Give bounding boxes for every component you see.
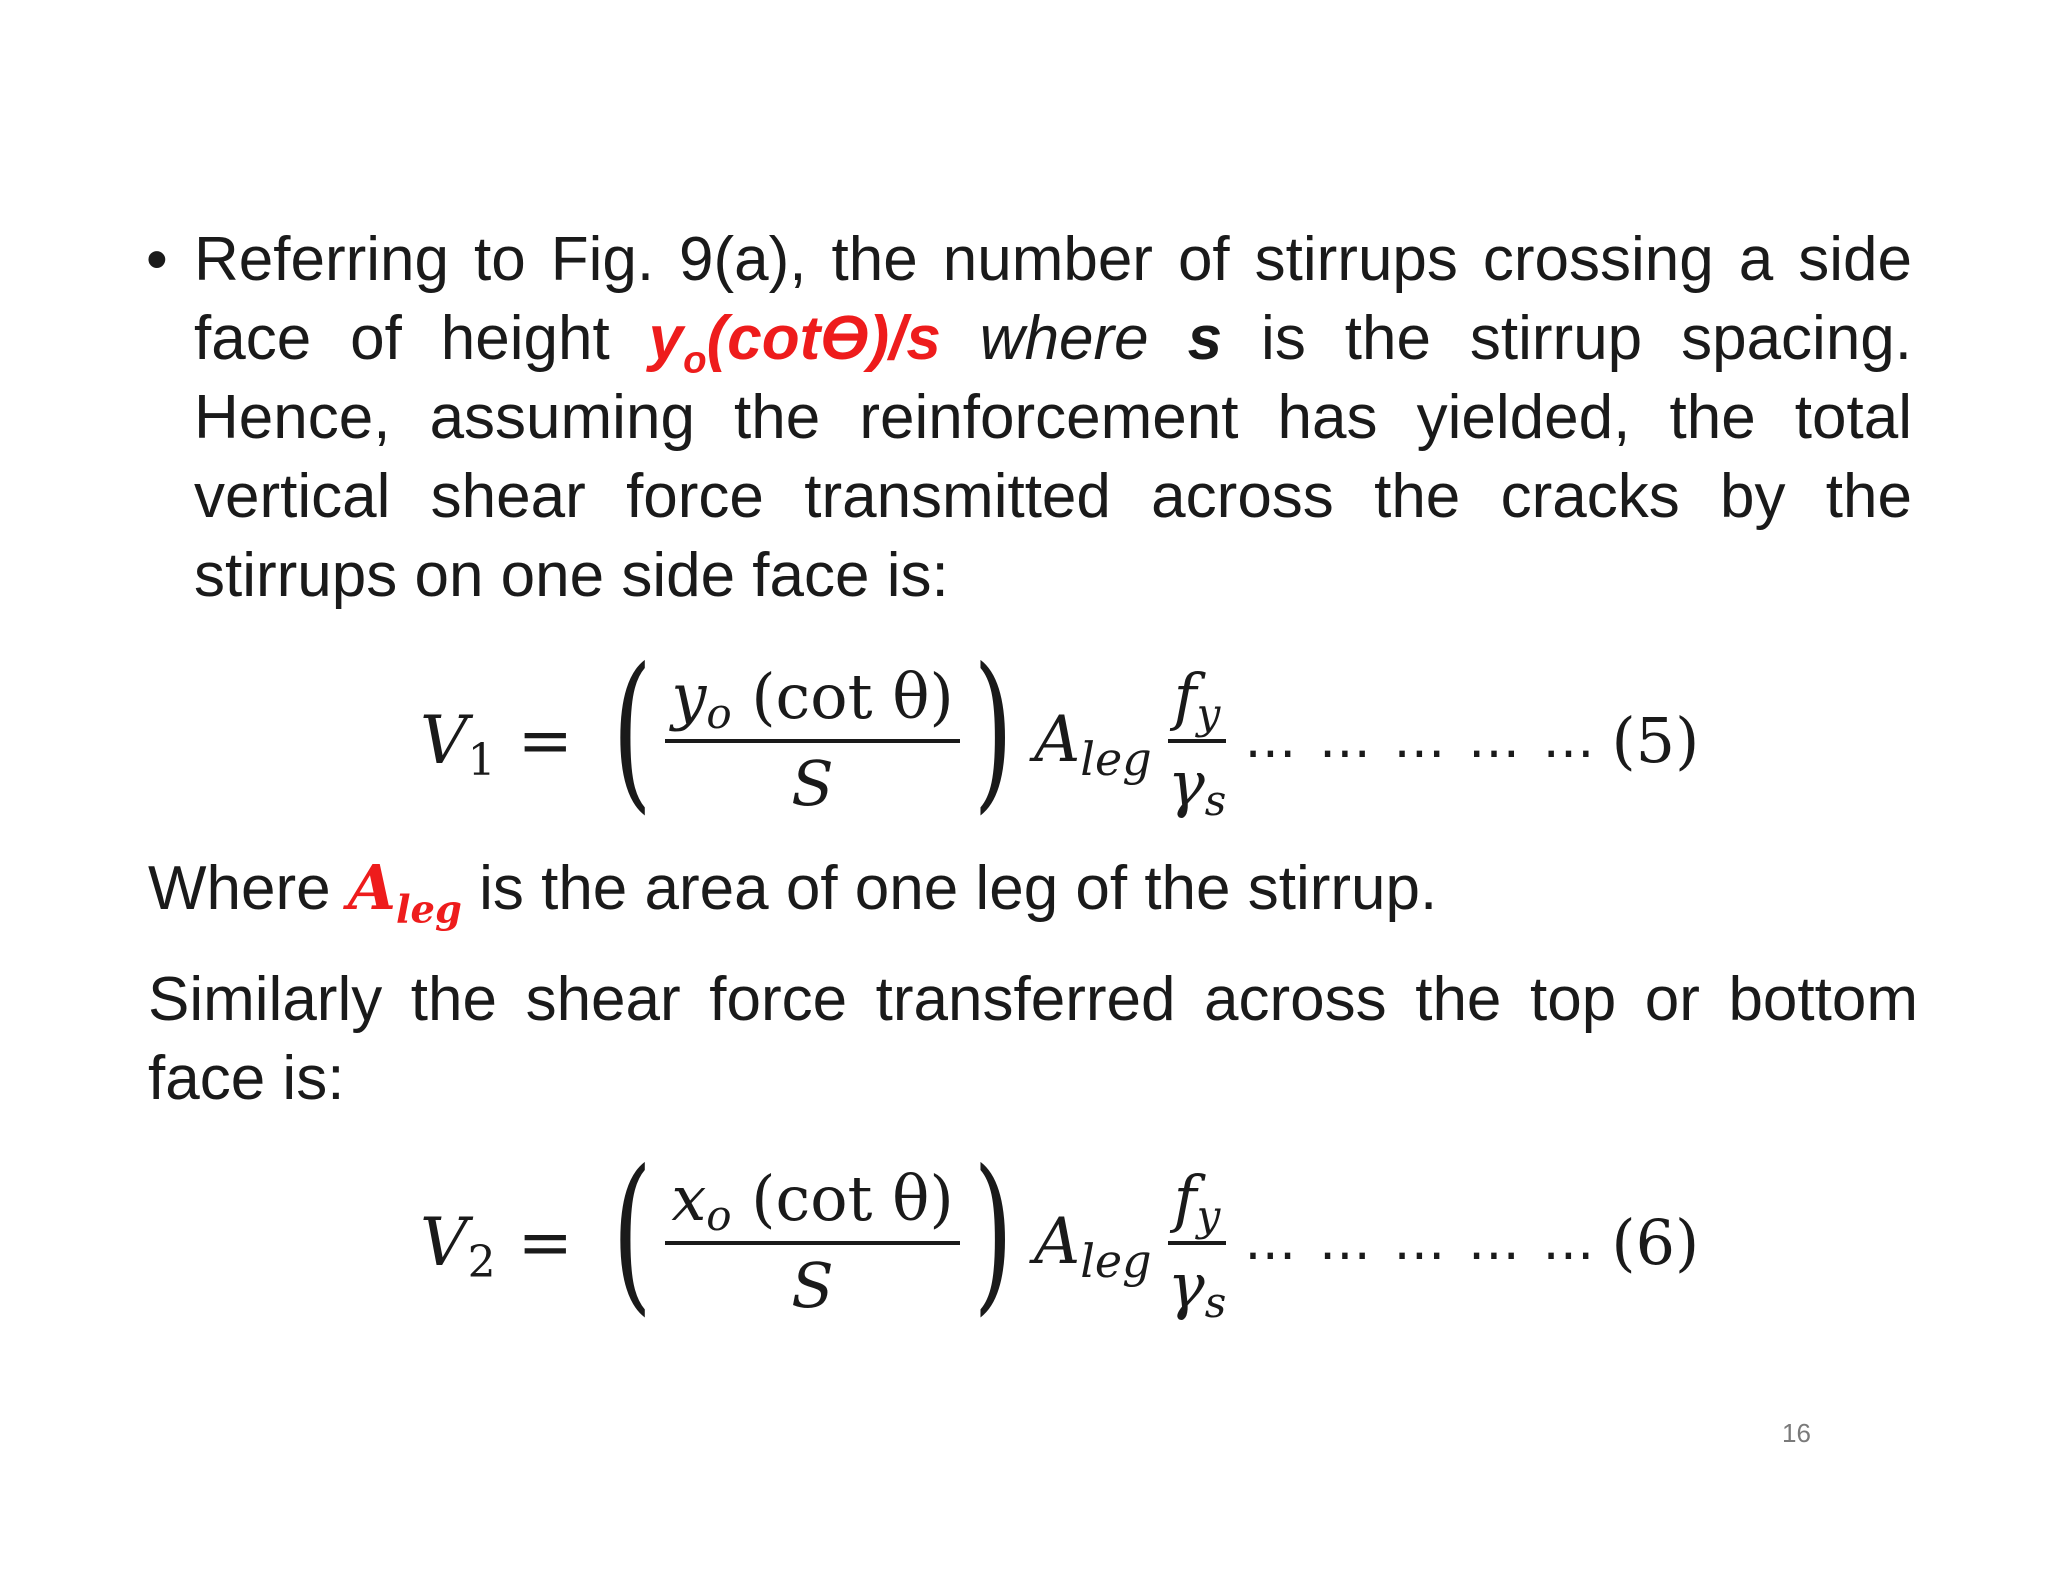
eq6-fy-gamma-fraction	[1167, 1162, 1227, 1327]
eq5-gamma-var: γ	[1167, 747, 1205, 820]
eq6-right-paren: )	[972, 1134, 1013, 1332]
eq5-fy-var: f	[1173, 660, 1197, 733]
highlight-expression	[648, 304, 941, 382]
eq6-fy-var: f	[1173, 1162, 1197, 1235]
eq6-aleg	[1034, 1205, 1152, 1288]
eq5-lhs-var: V	[420, 701, 468, 779]
highlight-y-subscript: o	[683, 338, 707, 382]
eq5-fy-gamma-fraction	[1167, 660, 1227, 825]
eq6-num-var: x	[671, 1162, 707, 1235]
eq5-left-paren: (	[612, 632, 653, 830]
eq5-aleg	[1034, 703, 1152, 786]
where-text-2: is the area of one leg of the stirrup.	[461, 854, 1438, 923]
aleg-highlight-var: A	[347, 851, 396, 924]
eq5-fy	[1168, 660, 1227, 743]
eq5-dots: … … … … …	[1244, 710, 1598, 770]
bullet-text-part-1: Referring to Fig. 9(a), the number of stirrups crossing a side face of height	[194, 225, 1912, 373]
eq6-gamma-var: γ	[1167, 1249, 1205, 1322]
eq6-lhs-var: V	[420, 1203, 468, 1281]
eq5-a-sub: leg	[1080, 732, 1152, 786]
eq6-gamma-sub: s	[1204, 1278, 1227, 1327]
equation-5	[420, 632, 1720, 840]
similar-paragraph: Similarly the shear force transferred across the top or bottom face is:	[148, 965, 1918, 1113]
eq6-num-sub: o	[706, 1191, 732, 1240]
eq6-equals: =	[517, 1203, 573, 1281]
eq6-fraction	[665, 1162, 959, 1322]
equation-6	[420, 1134, 1720, 1342]
eq5-num-var: y	[671, 660, 707, 733]
bullet-paragraph	[146, 220, 1913, 615]
space	[1149, 304, 1188, 373]
aleg-highlight	[347, 851, 462, 933]
eq5-gamma	[1167, 743, 1227, 825]
eq6-gamma	[1167, 1245, 1227, 1327]
eq5-fraction	[665, 660, 959, 820]
bullet-text-part-2: is the stirrup spacing. Hence, assuming the reinforcement has yielded, the total vertical shear force transmitted across the cracks by the stirrups on one side face is:	[194, 304, 1913, 610]
page-number: 16	[1782, 1418, 1811, 1448]
eq5-num-rest: (cot θ)	[731, 660, 954, 733]
eq5-a-var: A	[1034, 703, 1081, 777]
eq5-lhs-sub: 1	[467, 734, 496, 786]
highlight-y: y	[648, 304, 684, 373]
eq6-a-sub: leg	[1080, 1234, 1152, 1288]
eq6-denominator: S	[791, 1249, 834, 1322]
eq6-a-var: A	[1034, 1205, 1081, 1279]
eq6-num-rest: (cot θ)	[731, 1162, 954, 1235]
eq5-equals: =	[517, 701, 573, 779]
where-word: where	[940, 304, 1149, 373]
eq6-left-paren: (	[612, 1134, 653, 1332]
aleg-highlight-sub: leg	[395, 887, 462, 933]
eq6-lhs-sub: 2	[467, 1236, 496, 1288]
eq5-right-paren: )	[973, 632, 1013, 830]
spacing-symbol: s	[1187, 304, 1223, 373]
eq5-num-sub: o	[706, 689, 732, 738]
bullet-marker: •	[146, 225, 168, 294]
eq6-fy	[1168, 1162, 1227, 1245]
eq5-fy-sub: y	[1196, 689, 1221, 738]
where-text-1: Where	[148, 854, 348, 923]
eq5-denominator: S	[791, 747, 834, 820]
eq5-numerator	[665, 660, 959, 743]
eq5-lhs	[420, 701, 496, 786]
highlight-rest: (cotϴ)/s	[706, 304, 941, 373]
where-paragraph	[148, 848, 1918, 933]
eq6-fy-sub: y	[1196, 1191, 1221, 1240]
eq5-gamma-sub: s	[1204, 776, 1227, 825]
eq6-numerator	[665, 1162, 959, 1245]
eq6-lhs	[420, 1203, 496, 1288]
eq5-number: (5)	[1611, 703, 1700, 777]
eq6-dots: … … … … …	[1244, 1212, 1598, 1272]
eq6-number: (6)	[1611, 1205, 1700, 1279]
